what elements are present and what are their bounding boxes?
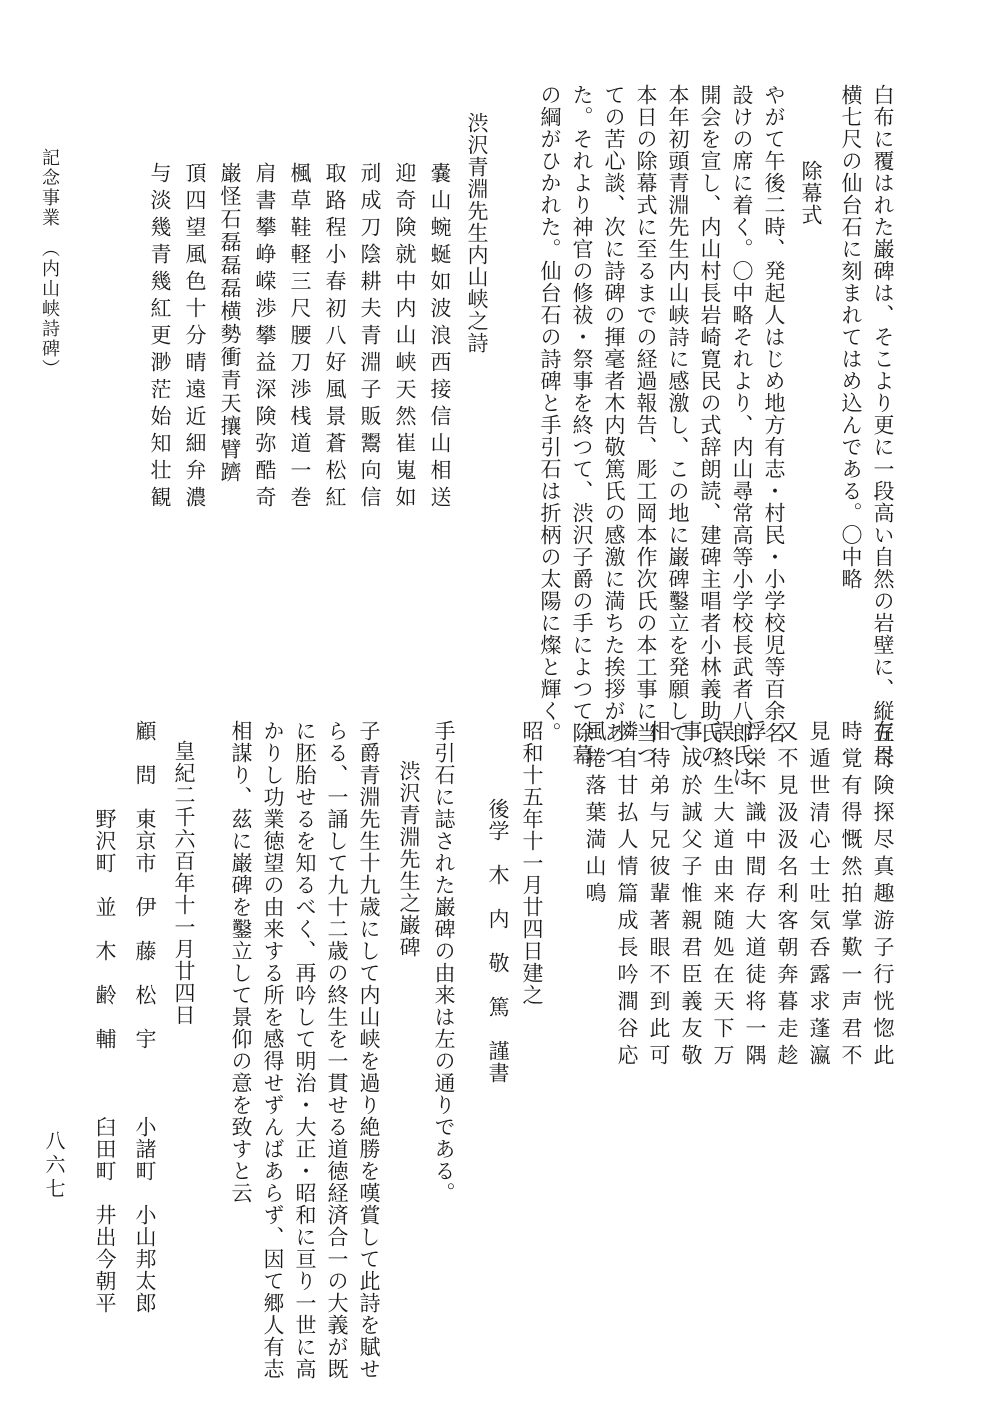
poem-line: 刓成刀陰耕夫青淵子販鬻向信 [358, 162, 382, 513]
text-column: 子爵青淵先生十九歳にして内山峡を過り絶勝を嘆賞して此詩を賦せ [357, 720, 381, 1380]
poem-line: 嚢山蜿蜒如波浪西接信山相送 [428, 162, 452, 513]
page-number: 八六七 [42, 1130, 66, 1202]
poem-line: 相待弟与兄彼輩著眼不到此可 [647, 720, 671, 1071]
poem-line: 事成於誠父子惟親君臣義友敬 [679, 720, 703, 1071]
advisors-line: 顧 問 東京市 伊 藤 松 宇 小諸町 小山邦太郎 [133, 720, 157, 1314]
text-column: らる、一誦して九十二歳の終生を一貫せる道徳経済合一の大義が既 [325, 720, 349, 1380]
poem-title: 渋沢青淵先生内山峡之詩 [465, 112, 489, 354]
poem-line: 見遁世清心士吐気呑露求蓬瀛 [807, 720, 831, 1071]
text-column: た。それより神官の修祓・祭事を終つて、渋沢子爵の手によつて除幕 [570, 84, 594, 766]
text-column: 白布に覆はれた巌碑は、そこより更に一段高い自然の岩壁に、縦五尺 [871, 84, 895, 766]
text-column: 開会を宣し、内山村長岩崎寛民の式辞朗読、建碑主唱者小林義助氏の [698, 84, 722, 766]
text-column: 設けの席に着く。〇中略それより、内山尋常高等小学校長武者八郎氏は [730, 84, 754, 788]
text-column: の綱がひかれた。仙台石の詩碑と手引石は折柄の太陽に燦と輝く。 [538, 84, 562, 744]
text-column: 本日の除幕式に至るまでの経過報告、彫工岡本作次氏の本工事に当つ [634, 84, 658, 766]
advisors-line: 野沢町 並 木 齢 輔 臼田町 井出今朝平 [93, 720, 117, 1314]
date-line: 昭和十五年十一月廿四日建之 [520, 720, 544, 1006]
text-column: 横七尺の仙台石に刻まれてはめ込んである。〇中略 [839, 84, 863, 590]
poem-line: 風捲落葉満山鳴 [583, 720, 607, 909]
poem-line: 楓草鞋軽三尺腰刀渉桟道一巻 [288, 162, 312, 513]
text-column: に胚胎せるを知るべく、再吟して明治・大正・昭和に亘り一世に高 [293, 720, 317, 1380]
running-head: 記念事業 （内山峡詩碑） [39, 148, 60, 379]
poem-line: 取路程小春初八好風景蒼松紅 [323, 162, 347, 513]
date-line: 皇紀二千六百年十一月廿四日 [172, 740, 196, 1026]
poem-line: 存奇険探尽真趣游子行恍惚此 [871, 720, 895, 1071]
poem-line: 誤終生大道由来随処在天下万 [711, 720, 735, 1071]
poem-line: 頂四望風色十分晴遠近細弁濃 [183, 162, 207, 513]
poem-line: 浮栄不識中間存大道徒将一隅 [743, 720, 767, 1071]
poem-line: 迎奇険就中内山峡天然崔嵬如 [393, 162, 417, 513]
poem-line: 又不見汲汲名利客朝奔暮走趁 [775, 720, 799, 1071]
poem-line: 肩書攀峥嵘渉攀益深険弥酷奇 [253, 162, 277, 513]
signature-line: 後学 木 内 敬 篤 謹書 [486, 798, 510, 1084]
text-column: 相謀り、茲に巌碑を鑿立して景仰の意を致すと云 [229, 720, 253, 1204]
text-column: かりし功業徳望の由来する所を感得せずんばあらず、因て郷人有志 [261, 720, 285, 1380]
section-heading: 除幕式 [799, 160, 823, 226]
poem-line: 憐自甘払人情篇成長吟澗谷応 [615, 720, 639, 1071]
text-column: 手引石に誌された巌碑の由来は左の通りである。 [432, 720, 456, 1204]
text-column: ての苦心談、次に詩碑の揮毫者木内敬篤氏の感激に満ちた挨拶があつ [602, 84, 626, 766]
poem-line: 与淡幾青幾紅更渺茫始知壮観 [148, 162, 172, 513]
inscription-title: 渋沢青淵先生之巌碑 [397, 760, 421, 958]
poem-line: 時覚有得慨然拍掌歎一声君不 [839, 720, 863, 1071]
text-column: 本年初頭青淵先生内山峡詩に感激し、この地に巌碑鑿立を発願して、 [666, 84, 690, 766]
text-column: やがて午後二時、発起人はじめ地方有志・村民・小学校児等百余名 [762, 84, 786, 744]
poem-line: 巌怪石磊磊磊横勢衝青天攘臂躋 [218, 162, 242, 484]
